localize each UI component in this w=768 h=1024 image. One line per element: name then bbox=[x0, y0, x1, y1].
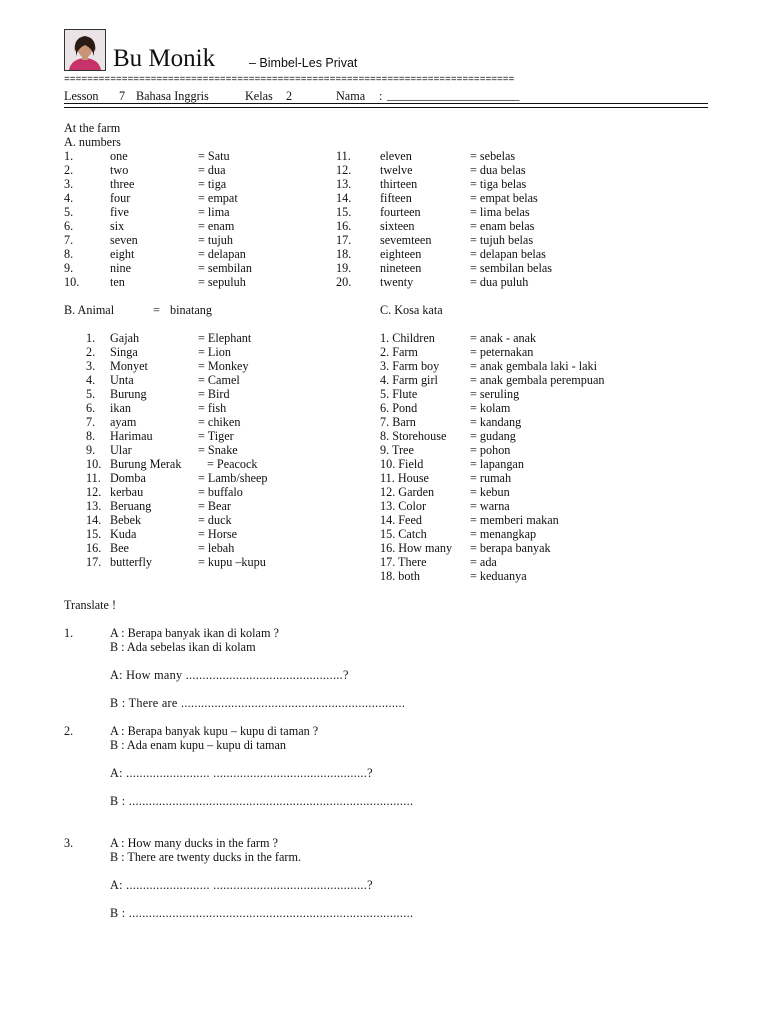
animal-row-indonesian: Bebek bbox=[110, 513, 142, 527]
numbers-row-english: one bbox=[110, 149, 128, 163]
animal-row-number: 2. bbox=[86, 345, 96, 359]
kelas-value: 2 bbox=[286, 89, 293, 103]
numbers-row-indonesian: = tiga belas bbox=[470, 177, 527, 191]
name-blank-field[interactable]: _______________________ bbox=[387, 88, 520, 102]
animal-row-indonesian: butterfly bbox=[110, 555, 152, 569]
numbers-row-number: 10. bbox=[64, 275, 80, 289]
numbers-row-number: 19. bbox=[336, 261, 352, 275]
vocab-row-indonesian: = berapa banyak bbox=[470, 541, 551, 555]
answer-line-b[interactable]: B : There are ................................................................... bbox=[110, 696, 406, 710]
vocab-row-english: 11. House bbox=[380, 471, 429, 485]
animal-row-number: 17. bbox=[86, 555, 102, 569]
numbers-row-number: 14. bbox=[336, 191, 352, 205]
numbers-row-number: 7. bbox=[64, 233, 74, 247]
animal-row-indonesian: Kuda bbox=[110, 527, 137, 541]
numbers-row-indonesian: = enam belas bbox=[470, 219, 535, 233]
vocab-row-english: 6. Pond bbox=[380, 401, 418, 415]
animal-row-english: = Bear bbox=[198, 499, 231, 513]
vocab-row-indonesian: = anak - anak bbox=[470, 331, 537, 345]
numbers-row-english: sixteen bbox=[380, 219, 415, 233]
vocab-row-english: 17. There bbox=[380, 555, 427, 569]
animal-row-number: 8. bbox=[86, 429, 96, 443]
animal-row-number: 16. bbox=[86, 541, 102, 555]
animal-row-english: = Horse bbox=[198, 527, 238, 541]
numbers-row-english: sevemteen bbox=[380, 233, 432, 247]
animal-row-english: = Peacock bbox=[207, 457, 258, 471]
numbers-row-english: eight bbox=[110, 247, 135, 261]
numbers-row-number: 16. bbox=[336, 219, 352, 233]
vocab-row-english: 4. Farm girl bbox=[380, 373, 438, 387]
vocab-row-indonesian: = anak gembala perempuan bbox=[470, 373, 605, 387]
nama-colon: : bbox=[379, 89, 383, 103]
vocab-row-english: 10. Field bbox=[380, 457, 424, 471]
animal-row-indonesian: Burung Merak bbox=[110, 457, 182, 471]
question-number: 2. bbox=[64, 724, 74, 738]
vocab-row-indonesian: = pohon bbox=[470, 443, 511, 457]
answer-line-a[interactable]: A: How many ...............................................? bbox=[110, 668, 349, 682]
vocab-row-english: 12. Garden bbox=[380, 485, 435, 499]
nama-label: Nama bbox=[336, 89, 366, 103]
animal-row-english: = chiken bbox=[198, 415, 241, 429]
question-line-a: A : How many ducks in the farm ? bbox=[110, 836, 278, 850]
animal-row-english: = Bird bbox=[198, 387, 230, 401]
question-number: 3. bbox=[64, 836, 74, 850]
separator-rule: ============================================================================== bbox=[64, 74, 515, 85]
vocab-section-title: C. Kosa kata bbox=[380, 303, 443, 317]
answer-line-a[interactable]: A: ......................... ..............................................? bbox=[110, 766, 373, 780]
subject-name: Bahasa Inggris bbox=[136, 89, 209, 103]
vocab-row-indonesian: = gudang bbox=[470, 429, 516, 443]
numbers-row-english: seven bbox=[110, 233, 138, 247]
teacher-photo bbox=[64, 29, 106, 71]
animal-row-english: = Snake bbox=[198, 443, 238, 457]
animal-section-title: B. Animal bbox=[64, 303, 115, 317]
animal-row-number: 10. bbox=[86, 457, 102, 471]
lesson-label: Lesson bbox=[64, 89, 99, 103]
animal-row-english: = lebah bbox=[198, 541, 235, 555]
animal-row-number: 14. bbox=[86, 513, 102, 527]
animal-row-indonesian: Ular bbox=[110, 443, 132, 457]
translate-title: Translate ! bbox=[64, 598, 117, 612]
numbers-row-number: 8. bbox=[64, 247, 74, 261]
numbers-row-indonesian: = tiga bbox=[198, 177, 227, 191]
animal-row-indonesian: Burung bbox=[110, 387, 147, 401]
numbers-row-number: 9. bbox=[64, 261, 74, 275]
animal-row-number: 3. bbox=[86, 359, 96, 373]
question-line-b: B : There are twenty ducks in the farm. bbox=[110, 850, 301, 864]
vocab-row-english: 7. Barn bbox=[380, 415, 416, 429]
numbers-row-indonesian: = lima bbox=[198, 205, 230, 219]
question-line-a: A : Berapa banyak kupu – kupu di taman ? bbox=[110, 724, 319, 738]
answer-line-a[interactable]: A: ......................... ..............................................? bbox=[110, 878, 373, 892]
numbers-row-indonesian: = sebelas bbox=[470, 149, 516, 163]
numbers-row-english: twelve bbox=[380, 163, 413, 177]
numbers-row-number: 6. bbox=[64, 219, 74, 233]
animal-row-english: = Tiger bbox=[198, 429, 234, 443]
animal-row-english: = Elephant bbox=[198, 331, 252, 345]
brand-tagline: – Bimbel-Les Privat bbox=[249, 56, 358, 70]
numbers-row-indonesian: = delapan belas bbox=[470, 247, 546, 261]
question-line-a: A : Berapa banyak ikan di kolam ? bbox=[110, 626, 279, 640]
animal-section-equals: = bbox=[153, 303, 160, 317]
vocab-row-indonesian: = lapangan bbox=[470, 457, 524, 471]
numbers-row-indonesian: = empat belas bbox=[470, 191, 538, 205]
section-a-subtitle: A. numbers bbox=[64, 135, 121, 149]
vocab-row-indonesian: = warna bbox=[470, 499, 510, 513]
numbers-row-english: four bbox=[110, 191, 131, 205]
question-line-b: B : Ada sebelas ikan di kolam bbox=[110, 640, 256, 654]
numbers-row-number: 18. bbox=[336, 247, 352, 261]
vocab-row-indonesian: = rumah bbox=[470, 471, 512, 485]
numbers-row-number: 11. bbox=[336, 149, 351, 163]
vocab-row-english: 16. How many bbox=[380, 541, 453, 555]
numbers-row-indonesian: = sembilan belas bbox=[470, 261, 553, 275]
animal-row-number: 5. bbox=[86, 387, 96, 401]
numbers-row-indonesian: = sembilan bbox=[198, 261, 252, 275]
numbers-row-english: fifteen bbox=[380, 191, 412, 205]
vocab-row-english: 14. Feed bbox=[380, 513, 422, 527]
numbers-row-english: six bbox=[110, 219, 125, 233]
vocab-row-english: 2. Farm bbox=[380, 345, 418, 359]
numbers-row-indonesian: = Satu bbox=[198, 149, 230, 163]
brand-name: Bu Monik bbox=[113, 45, 216, 72]
numbers-row-indonesian: = empat bbox=[198, 191, 238, 205]
vocab-row-english: 5. Flute bbox=[380, 387, 418, 401]
numbers-row-number: 15. bbox=[336, 205, 352, 219]
vocab-row-english: 18. both bbox=[380, 569, 420, 583]
question-line-b: B : Ada enam kupu – kupu di taman bbox=[110, 738, 287, 752]
animal-row-number: 13. bbox=[86, 499, 102, 513]
vocab-row-indonesian: = keduanya bbox=[470, 569, 527, 583]
animal-row-indonesian: ikan bbox=[110, 401, 131, 415]
numbers-row-english: two bbox=[110, 163, 129, 177]
numbers-row-indonesian: = tujuh bbox=[198, 233, 233, 247]
numbers-row-english: nine bbox=[110, 261, 131, 275]
vocab-row-english: 8. Storehouse bbox=[380, 429, 447, 443]
kelas-label: Kelas bbox=[245, 89, 273, 103]
animal-row-number: 12. bbox=[86, 485, 102, 499]
animal-row-indonesian: Harimau bbox=[110, 429, 153, 443]
numbers-row-number: 2. bbox=[64, 163, 74, 177]
animal-row-indonesian: Beruang bbox=[110, 499, 152, 513]
numbers-row-english: eighteen bbox=[380, 247, 422, 261]
animal-row-indonesian: Monyet bbox=[110, 359, 148, 373]
animal-row-english: = buffalo bbox=[198, 485, 243, 499]
numbers-row-number: 13. bbox=[336, 177, 352, 191]
numbers-row-indonesian: = sepuluh bbox=[198, 275, 246, 289]
numbers-row-english: nineteen bbox=[380, 261, 422, 275]
numbers-row-indonesian: = enam bbox=[198, 219, 235, 233]
vocab-row-indonesian: = ada bbox=[470, 555, 497, 569]
animal-row-indonesian: Unta bbox=[110, 373, 134, 387]
teacher-portrait-icon bbox=[65, 30, 105, 70]
numbers-row-number: 20. bbox=[336, 275, 352, 289]
animal-row-english: = kupu –kupu bbox=[198, 555, 266, 569]
numbers-row-english: five bbox=[110, 205, 129, 219]
vocab-row-indonesian: = kandang bbox=[470, 415, 522, 429]
numbers-row-indonesian: = tujuh belas bbox=[470, 233, 534, 247]
animal-row-indonesian: Bee bbox=[110, 541, 129, 555]
lesson-number: 7 bbox=[119, 89, 126, 103]
animal-row-number: 15. bbox=[86, 527, 102, 541]
answer-line-b[interactable]: B : ..................................................................................... bbox=[110, 906, 414, 920]
numbers-row-indonesian: = dua bbox=[198, 163, 226, 177]
animal-row-english: = Lion bbox=[198, 345, 231, 359]
animal-row-number: 1. bbox=[86, 331, 96, 345]
numbers-row-indonesian: = lima belas bbox=[470, 205, 530, 219]
vocab-row-indonesian: = kebun bbox=[470, 485, 510, 499]
numbers-row-english: three bbox=[110, 177, 135, 191]
section-title: At the farm bbox=[64, 121, 121, 135]
vocab-row-indonesian: = anak gembala laki - laki bbox=[470, 359, 598, 373]
animal-section-translation: binatang bbox=[170, 303, 212, 317]
numbers-row-indonesian: = dua puluh bbox=[470, 275, 529, 289]
animal-row-english: = Lamb/sheep bbox=[198, 471, 268, 485]
vocab-row-indonesian: = menangkap bbox=[470, 527, 537, 541]
animal-row-number: 4. bbox=[86, 373, 96, 387]
header-double-rule bbox=[64, 103, 708, 108]
animal-row-indonesian: Domba bbox=[110, 471, 146, 485]
animal-row-english: = duck bbox=[198, 513, 232, 527]
numbers-row-number: 3. bbox=[64, 177, 74, 191]
vocab-row-english: 1. Children bbox=[380, 331, 435, 345]
animal-row-english: = Monkey bbox=[198, 359, 249, 373]
animal-row-number: 9. bbox=[86, 443, 96, 457]
animal-row-indonesian: kerbau bbox=[110, 485, 144, 499]
vocab-row-english: 3. Farm boy bbox=[380, 359, 440, 373]
numbers-row-english: ten bbox=[110, 275, 125, 289]
numbers-row-indonesian: = delapan bbox=[198, 247, 246, 261]
animal-row-number: 6. bbox=[86, 401, 96, 415]
numbers-row-indonesian: = dua belas bbox=[470, 163, 526, 177]
answer-line-b[interactable]: B : ..................................................................................... bbox=[110, 794, 414, 808]
animal-row-indonesian: Gajah bbox=[110, 331, 140, 345]
numbers-row-number: 17. bbox=[336, 233, 352, 247]
vocab-row-indonesian: = kolam bbox=[470, 401, 511, 415]
animal-row-number: 7. bbox=[86, 415, 96, 429]
numbers-row-number: 4. bbox=[64, 191, 74, 205]
question-number: 1. bbox=[64, 626, 74, 640]
numbers-row-english: twenty bbox=[380, 275, 414, 289]
vocab-row-english: 15. Catch bbox=[380, 527, 427, 541]
animal-row-number: 11. bbox=[86, 471, 101, 485]
vocab-row-indonesian: = peternakan bbox=[470, 345, 534, 359]
animal-row-indonesian: Singa bbox=[110, 345, 138, 359]
numbers-row-english: thirteen bbox=[380, 177, 418, 191]
vocab-row-indonesian: = seruling bbox=[470, 387, 520, 401]
numbers-row-number: 12. bbox=[336, 163, 352, 177]
vocab-row-indonesian: = memberi makan bbox=[470, 513, 559, 527]
numbers-row-number: 5. bbox=[64, 205, 74, 219]
numbers-row-english: eleven bbox=[380, 149, 412, 163]
numbers-row-english: fourteen bbox=[380, 205, 421, 219]
vocab-row-english: 9. Tree bbox=[380, 443, 414, 457]
animal-row-indonesian: ayam bbox=[110, 415, 137, 429]
numbers-row-number: 1. bbox=[64, 149, 74, 163]
vocab-row-english: 13. Color bbox=[380, 499, 427, 513]
animal-row-english: = fish bbox=[198, 401, 227, 415]
animal-row-english: = Camel bbox=[198, 373, 240, 387]
